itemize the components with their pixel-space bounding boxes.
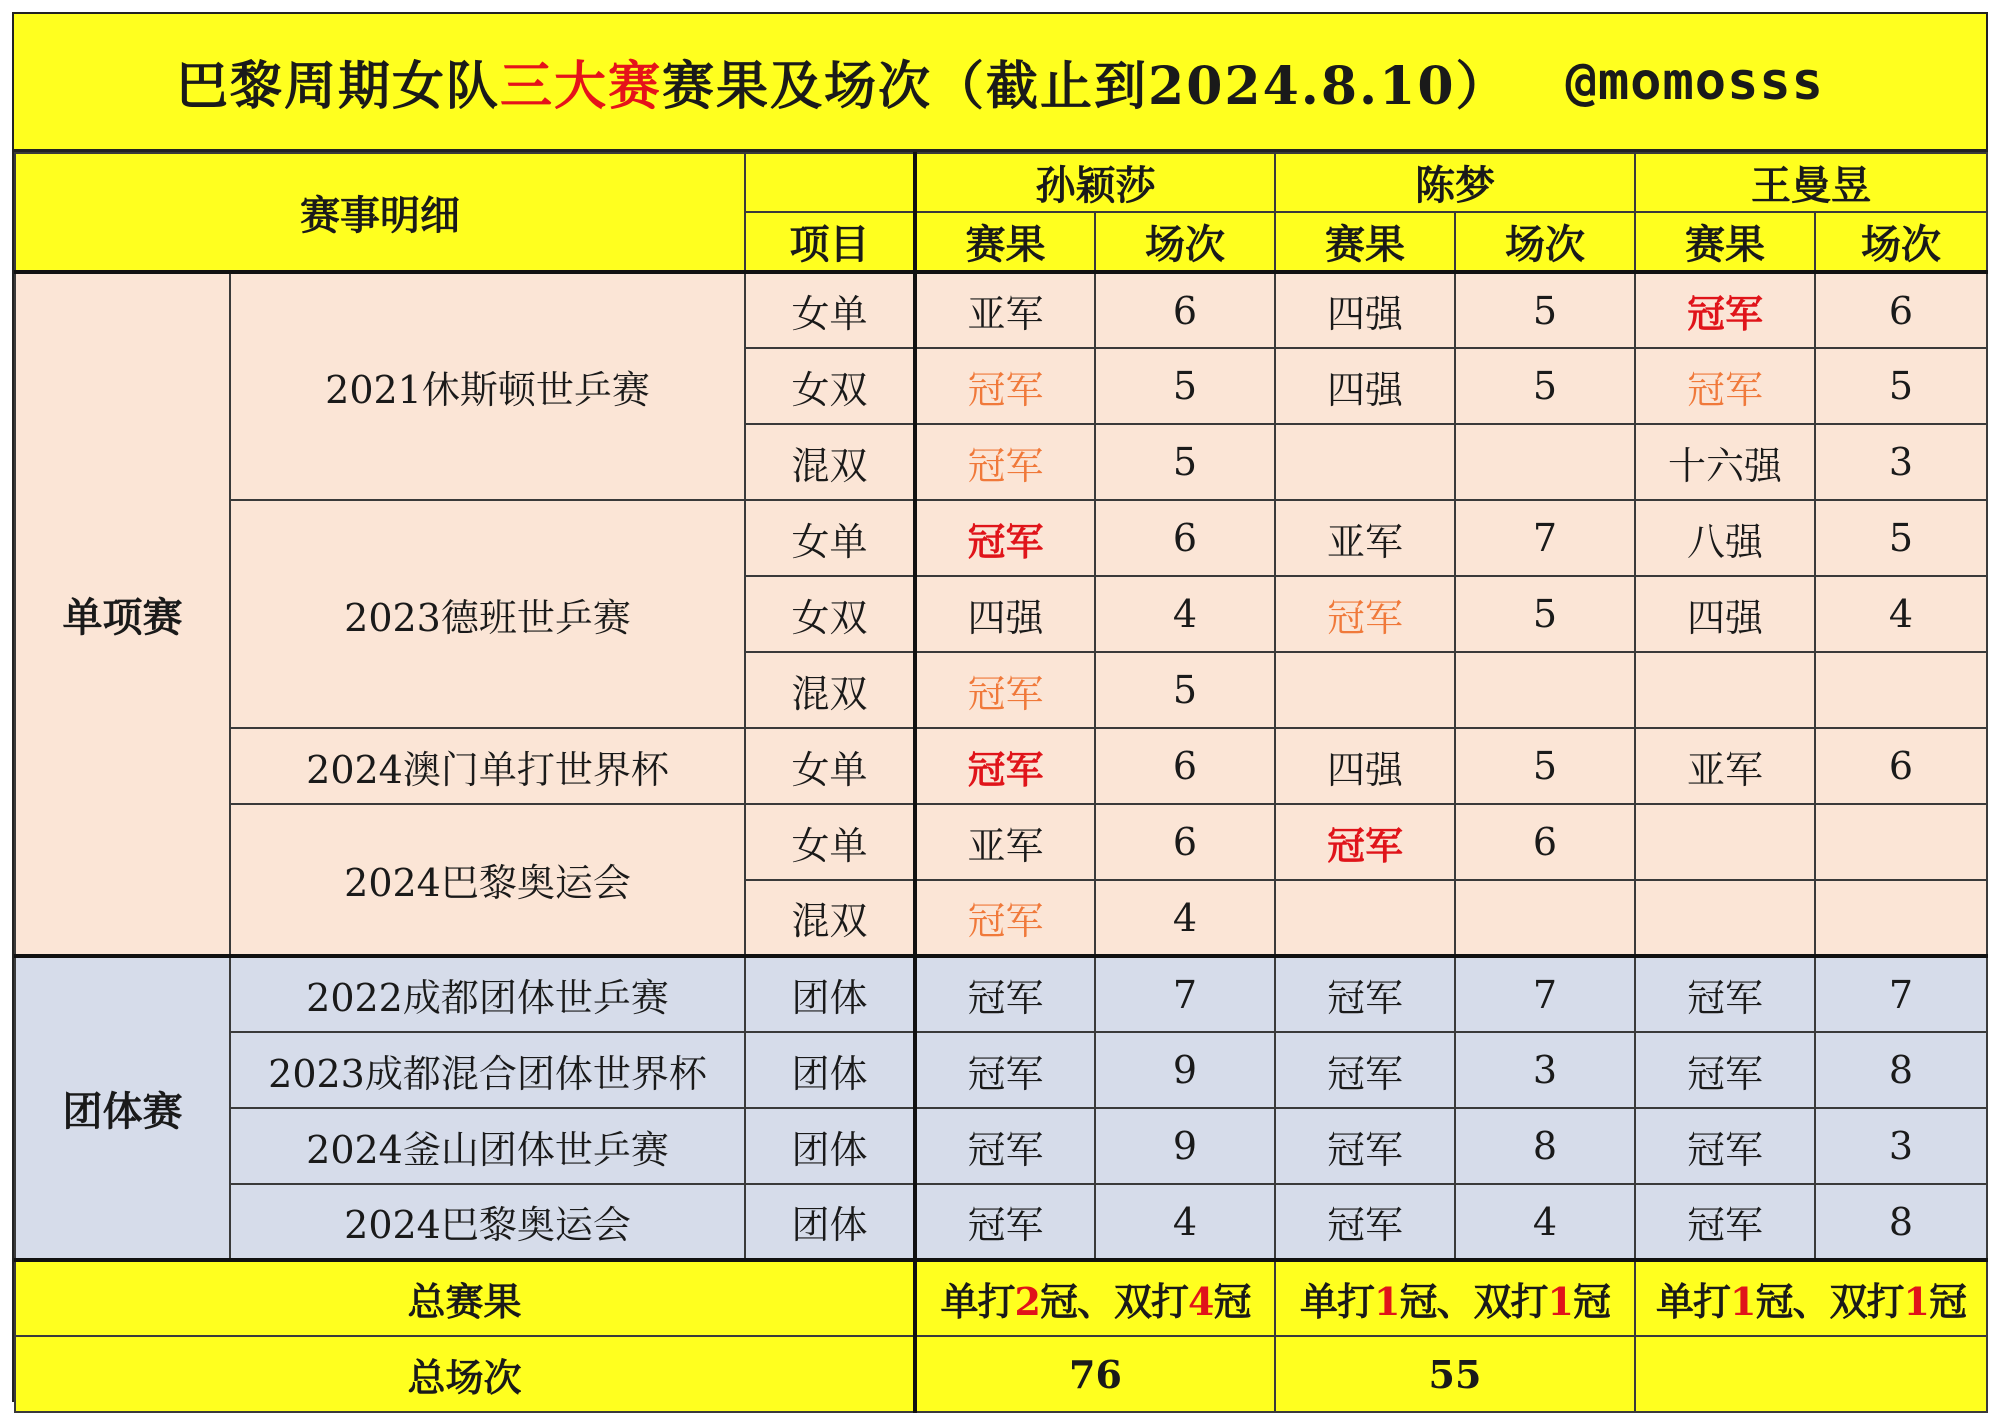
item-cell: 女单 bbox=[745, 728, 915, 804]
section-individual: 单项赛 bbox=[15, 272, 230, 956]
item-cell: 混双 bbox=[745, 652, 915, 728]
chen-matches bbox=[1455, 424, 1635, 500]
sun-result: 冠军 bbox=[915, 956, 1095, 1032]
results-table bbox=[14, 152, 1988, 1413]
header-matches: 场次 bbox=[1815, 212, 1987, 272]
event-name: 2024釜山团体世乒赛 bbox=[230, 1108, 745, 1184]
header-row-players bbox=[15, 153, 1987, 212]
sun-result: 冠军 bbox=[915, 1184, 1095, 1260]
header-result: 赛果 bbox=[915, 212, 1095, 272]
sun-result: 亚军 bbox=[915, 272, 1095, 348]
wang-result: 八强 bbox=[1635, 500, 1815, 576]
chen-matches: 5 bbox=[1455, 728, 1635, 804]
wang-matches: 5 bbox=[1815, 348, 1987, 424]
sun-matches: 6 bbox=[1095, 500, 1275, 576]
wang-result: 冠军 bbox=[1635, 956, 1815, 1032]
event-name: 2024澳门单打世界杯 bbox=[230, 728, 745, 804]
event-name: 2022成都团体世乒赛 bbox=[230, 956, 745, 1032]
sun-result: 冠军 bbox=[915, 1108, 1095, 1184]
wang-matches: 7 bbox=[1815, 956, 1987, 1032]
chen-matches: 5 bbox=[1455, 272, 1635, 348]
sun-matches: 5 bbox=[1095, 652, 1275, 728]
header-result: 赛果 bbox=[1635, 212, 1815, 272]
chen-result: 亚军 bbox=[1275, 500, 1455, 576]
chen-matches: 4 bbox=[1455, 1184, 1635, 1260]
chen-result: 冠军 bbox=[1275, 1184, 1455, 1260]
wang-result: 十六强 bbox=[1635, 424, 1815, 500]
chen-result: 四强 bbox=[1275, 348, 1455, 424]
chen-result: 冠军 bbox=[1275, 804, 1455, 880]
item-cell: 团体 bbox=[745, 1032, 915, 1108]
sun-total-result: 单打2冠、双打4冠 bbox=[915, 1260, 1275, 1336]
wang-result bbox=[1635, 804, 1815, 880]
event-name: 2024巴黎奥运会 bbox=[230, 1184, 745, 1260]
wang-matches bbox=[1815, 652, 1987, 728]
header-result: 赛果 bbox=[1275, 212, 1455, 272]
event-name: 2023成都混合团体世界杯 bbox=[230, 1032, 745, 1108]
event-name: 2021休斯顿世乒赛 bbox=[230, 272, 745, 500]
title-part1: 巴黎周期女队 bbox=[176, 56, 501, 117]
item-cell: 女双 bbox=[745, 576, 915, 652]
chen-matches bbox=[1455, 652, 1635, 728]
sun-matches: 4 bbox=[1095, 880, 1275, 956]
wang-total-result: 单打1冠、双打1冠 bbox=[1635, 1260, 1987, 1336]
wang-result: 冠军 bbox=[1635, 1108, 1815, 1184]
total-result-label: 总赛果 bbox=[15, 1260, 915, 1336]
chen-result: 冠军 bbox=[1275, 956, 1455, 1032]
item-cell: 女单 bbox=[745, 804, 915, 880]
event-name: 2024巴黎奥运会 bbox=[230, 804, 745, 956]
item-cell: 团体 bbox=[745, 1184, 915, 1260]
chen-result: 冠军 bbox=[1275, 1032, 1455, 1108]
sun-result: 四强 bbox=[915, 576, 1095, 652]
sun-result: 冠军 bbox=[915, 500, 1095, 576]
wang-result: 四强 bbox=[1635, 576, 1815, 652]
wang-matches: 3 bbox=[1815, 424, 1987, 500]
header-player-wang: 王曼昱 bbox=[1635, 153, 1987, 212]
header-player-chen: 陈梦 bbox=[1275, 153, 1635, 212]
table-row bbox=[15, 1032, 1987, 1108]
table-row bbox=[15, 728, 1987, 804]
chen-matches: 8 bbox=[1455, 1108, 1635, 1184]
sun-result: 冠军 bbox=[915, 348, 1095, 424]
wang-total-matches bbox=[1635, 1336, 1987, 1412]
chen-matches: 6 bbox=[1455, 804, 1635, 880]
table-row bbox=[15, 272, 1987, 348]
chen-matches: 7 bbox=[1455, 956, 1635, 1032]
sun-matches: 9 bbox=[1095, 1032, 1275, 1108]
header-blank bbox=[745, 153, 915, 212]
item-cell: 团体 bbox=[745, 1108, 915, 1184]
sun-result: 冠军 bbox=[915, 424, 1095, 500]
wang-matches: 6 bbox=[1815, 272, 1987, 348]
table-row bbox=[15, 1108, 1987, 1184]
table-row bbox=[15, 1184, 1987, 1260]
item-cell: 混双 bbox=[745, 880, 915, 956]
sun-total-matches: 76 bbox=[915, 1336, 1275, 1412]
wang-matches: 4 bbox=[1815, 576, 1987, 652]
title-highlight: 三大赛 bbox=[500, 56, 663, 117]
sun-matches: 6 bbox=[1095, 728, 1275, 804]
chen-result: 冠军 bbox=[1275, 576, 1455, 652]
sun-matches: 4 bbox=[1095, 576, 1275, 652]
chen-matches: 3 bbox=[1455, 1032, 1635, 1108]
sun-result: 冠军 bbox=[915, 728, 1095, 804]
wang-matches: 8 bbox=[1815, 1032, 1987, 1108]
wang-matches bbox=[1815, 880, 1987, 956]
wang-result bbox=[1635, 880, 1815, 956]
chen-matches: 5 bbox=[1455, 348, 1635, 424]
chen-result bbox=[1275, 880, 1455, 956]
chen-result bbox=[1275, 424, 1455, 500]
sun-result: 冠军 bbox=[915, 652, 1095, 728]
header-matches: 场次 bbox=[1095, 212, 1275, 272]
table-row bbox=[15, 500, 1987, 576]
sun-result: 冠军 bbox=[915, 1032, 1095, 1108]
page-title bbox=[14, 14, 1986, 152]
wang-matches: 8 bbox=[1815, 1184, 1987, 1260]
total-matches-label: 总场次 bbox=[15, 1336, 915, 1412]
wang-result: 亚军 bbox=[1635, 728, 1815, 804]
title-part2: 赛果及场次（截止到2024.8.10） bbox=[662, 56, 1510, 117]
table-row bbox=[15, 804, 1987, 880]
wang-matches bbox=[1815, 804, 1987, 880]
sun-matches: 4 bbox=[1095, 1184, 1275, 1260]
wang-result: 冠军 bbox=[1635, 1184, 1815, 1260]
sun-matches: 5 bbox=[1095, 424, 1275, 500]
wang-matches: 6 bbox=[1815, 728, 1987, 804]
wang-matches: 5 bbox=[1815, 500, 1987, 576]
item-cell: 女双 bbox=[745, 348, 915, 424]
header-details: 赛事明细 bbox=[15, 153, 745, 272]
sun-matches: 7 bbox=[1095, 956, 1275, 1032]
item-cell: 女单 bbox=[745, 500, 915, 576]
sun-matches: 6 bbox=[1095, 272, 1275, 348]
wang-result: 冠军 bbox=[1635, 348, 1815, 424]
wang-result: 冠军 bbox=[1635, 1032, 1815, 1108]
sun-result: 冠军 bbox=[915, 880, 1095, 956]
chen-matches: 7 bbox=[1455, 500, 1635, 576]
table-row bbox=[15, 956, 1987, 1032]
header-matches: 场次 bbox=[1455, 212, 1635, 272]
chen-result: 四强 bbox=[1275, 272, 1455, 348]
summary-matches-row bbox=[15, 1336, 1987, 1412]
item-cell: 女单 bbox=[745, 272, 915, 348]
item-cell: 团体 bbox=[745, 956, 915, 1032]
chen-total-result: 单打1冠、双打1冠 bbox=[1275, 1260, 1635, 1336]
chen-result: 冠军 bbox=[1275, 1108, 1455, 1184]
chen-matches: 5 bbox=[1455, 576, 1635, 652]
header-item: 项目 bbox=[745, 212, 915, 272]
chen-result: 四强 bbox=[1275, 728, 1455, 804]
sun-result: 亚军 bbox=[915, 804, 1095, 880]
chen-total-matches: 55 bbox=[1275, 1336, 1635, 1412]
section-team: 团体赛 bbox=[15, 956, 230, 1260]
chen-result bbox=[1275, 652, 1455, 728]
wang-result bbox=[1635, 652, 1815, 728]
author-credit: @momosss bbox=[1565, 51, 1824, 112]
sun-matches: 9 bbox=[1095, 1108, 1275, 1184]
event-name: 2023德班世乒赛 bbox=[230, 500, 745, 728]
sun-matches: 5 bbox=[1095, 348, 1275, 424]
header-player-sun: 孙颖莎 bbox=[915, 153, 1275, 212]
summary-results-row bbox=[15, 1260, 1987, 1336]
item-cell: 混双 bbox=[745, 424, 915, 500]
wang-matches: 3 bbox=[1815, 1108, 1987, 1184]
chen-matches bbox=[1455, 880, 1635, 956]
wang-result: 冠军 bbox=[1635, 272, 1815, 348]
sun-matches: 6 bbox=[1095, 804, 1275, 880]
